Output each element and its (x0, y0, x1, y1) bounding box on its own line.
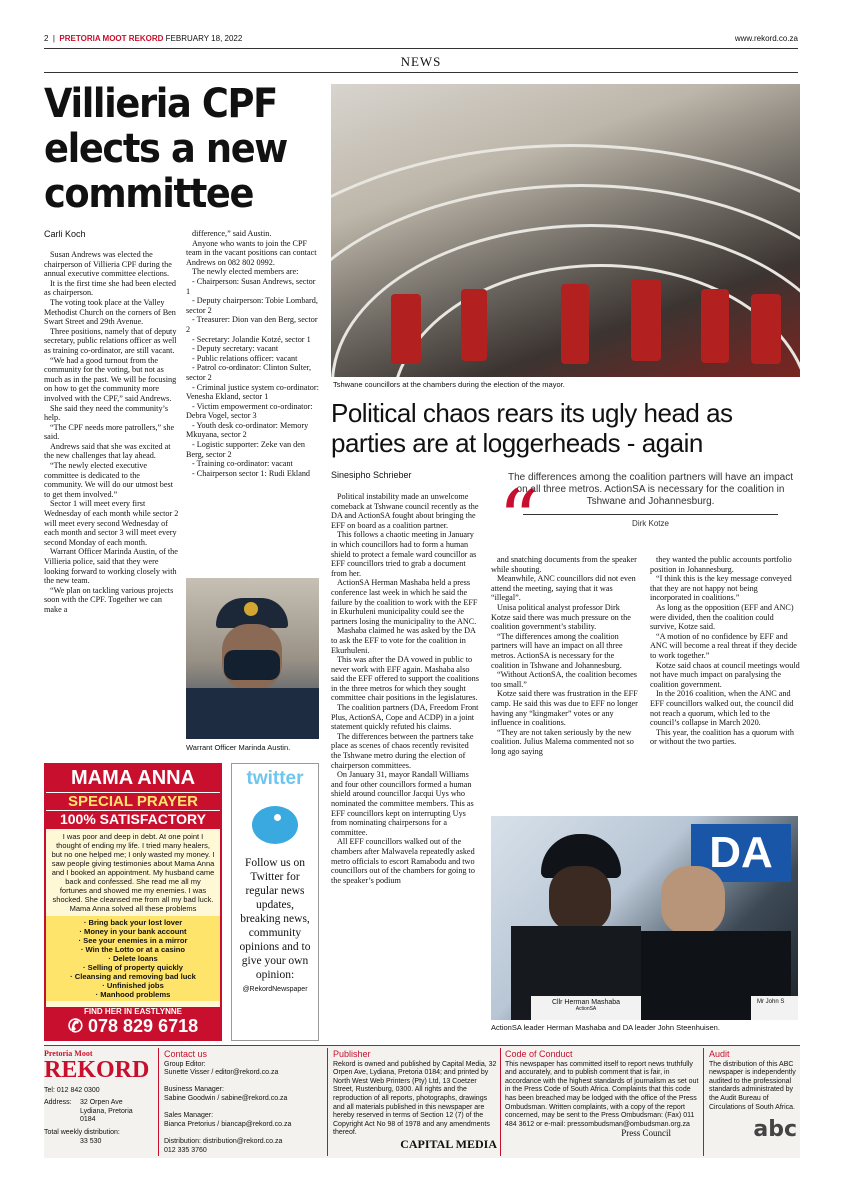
paragraph: Kotze said there was frustration in the EFF camp. He said this was due to EFF no longer having any “kingmaker” votes or any influence in coalitions. (491, 689, 638, 728)
bird-icon (244, 798, 306, 850)
ad-bullet: · Cleansing and removing bad luck (70, 972, 196, 981)
publication-name: PRETORIA MOOT REKORD (59, 34, 164, 43)
press-council-logo: Press Council (621, 1128, 671, 1139)
paragraph: This was after the DA vowed in public to never work with EFF again. Mashaba also said the EFF offered to support the coalitions in the three metros for which they sought committee chair positions in the legislatures. (331, 655, 479, 703)
paragraph: The coalition partners (DA, Freedom Front Plus, ActionSA, Cope and ACDP) in a joint statement quickly refuted his claims. (331, 703, 479, 732)
paragraph: “They are not taken seriously by the new coalition. Julius Malema commented not so long ago saying (491, 727, 634, 756)
ad-bullet: · Unfinished jobs (102, 981, 164, 990)
section-label: NEWS (400, 54, 442, 69)
paragraph: All EFF councillors walked out of the chambers after Malwavela repeatedly asked metro officials to escort Ramabodu and two councillors out of the chambers for going to the speaker’s podium (331, 837, 475, 885)
ad-location: FIND HER IN EASTLYNNE (84, 1007, 182, 1016)
page-header: 2 | PRETORIA MOOT REKORD FEBRUARY 18, 2022 www.rekord.co.za (44, 34, 798, 48)
story1-byline: Carli Koch (44, 229, 86, 239)
press-conference-photo (491, 816, 798, 1020)
paragraph: Warrant Officer Marinda Austin, of the Villieria police, said that they were looking forward to working closely with the new team. (44, 547, 178, 586)
publisher-text: Rekord is owned and published by Capital Media, 32 Orpen Ave, Lydiana, Pretoria 0184; and printed by North West Web Printers (Pty) Ltd, 13 Coetzer Street, Rustenburg, 0300. All rights and the reproduction of all reports, photographs, drawings and all materials published in this newspaper are hereby reserved in terms of Section 12 (7) of the Copyright Act No 98 of 1978 and any amendments thereof. (333, 1060, 497, 1137)
section-rule (44, 72, 798, 73)
story2-col3 (650, 555, 800, 747)
figure-shape (631, 279, 661, 361)
placard-party: ActionSA (575, 1006, 597, 1012)
da-logo: DA (691, 824, 791, 882)
paragraph: As long as the opposition (EFF and ANC) were divided, then the coalition could survive, Kotze said. (650, 602, 794, 632)
issue-date: FEBRUARY 18, 2022 (165, 34, 243, 43)
page-number: 2 (44, 34, 49, 43)
story1-headline: Villieria CPF elects a new committee (44, 81, 287, 217)
header-rule (44, 48, 798, 49)
austin-caption: Warrant Officer Marinda Austin. (186, 743, 291, 752)
chamber-caption: Tshwane councillors at the chambers during the election of the mayor. (333, 380, 565, 389)
footer-divider (703, 1048, 704, 1156)
paragraph: This follows a chaotic meeting in January in which councillors had to form a human shield to protect a female ward councillor as EFF councillors tried to grab a document from her. (331, 530, 477, 578)
paragraph: The newly elected members are: (192, 267, 299, 277)
paragraph: - Youth desk co-ordinator: Memory Mkuyana, sector 2 (186, 420, 309, 440)
paragraph: ActionSA Herman Mashaba held a press conference last week in which he said the failure by the coalition to work with the EFF in Ekurhuleni municipality could see the partners losing the municipality to the ANC. (331, 578, 478, 626)
paragraph: difference,” said Austin. (192, 229, 272, 238)
paragraph: - Chairperson sector 1: Rudi Ekland (192, 468, 311, 478)
paragraph: and snatching documents from the speaker while shouting. (491, 555, 637, 574)
ad-bullet: · Win the Lotto or at a casino (80, 945, 186, 954)
paragraph: Political instability made an unwelcome comeback at Tshwane council recently as the DA and ActionSA fought about bringing the EFF on board as a coalition partner. (331, 492, 479, 530)
face-shape (661, 866, 725, 936)
paragraph: The voting took place at the Valley Methodist Church on the corners of Ben Swart Street and 29th Avenue. (44, 297, 176, 327)
ad-bullet: · Bring back your lost lover (83, 918, 183, 927)
story2-col2 (491, 555, 641, 756)
paragraph: - Public relations officer: vacant (192, 353, 298, 363)
mask-shape (224, 650, 280, 680)
conduct-title: Code of Conduct (505, 1049, 573, 1059)
footer-divider (500, 1048, 501, 1156)
paragraph: - Patrol co-ordinator: Clinton Sulter, sector 2 (186, 363, 312, 382)
badge-icon (244, 602, 258, 616)
contact-line: Group Editor: (164, 1060, 206, 1068)
contact-line: Distribution: distribution@rekord.co.za (164, 1137, 283, 1145)
twitter-ad (231, 763, 319, 1041)
quote-mark-icon: “ (498, 473, 539, 566)
pull-quote (503, 472, 798, 530)
council-chamber-photo (331, 84, 800, 377)
footer-publisher (333, 1050, 497, 1149)
paragraph: - Training co-ordinator: vacant (192, 459, 293, 469)
contact-line (164, 1104, 324, 1113)
dist-count: 33 530 (80, 1137, 102, 1145)
contact-line (164, 1129, 324, 1138)
story2-col1 (331, 492, 479, 885)
mama-anna-ad (44, 763, 222, 1041)
abc-logo: abc (753, 1117, 797, 1143)
paragraph: - Victim empowerment co-ordinator: Debra Vogel, sector 3 (186, 401, 313, 421)
audit-text: The distribution of this ABC newspaper is independently audited to the professional standards administrated by the Audit Bureau of Circulations of South Africa. (709, 1060, 796, 1111)
footer-brand (44, 1050, 154, 1146)
pull-quote-text: The differences among the coalition partners will have an impact on all three metros. ActionSA is necessary for the coalition in Tshwane and Johannesburg. (508, 472, 793, 507)
contact-line: 012 335 3760 (164, 1146, 207, 1154)
contact-lines (164, 1061, 324, 1156)
paragraph: The differences between the partners take place as scenes of chaos recently revisited the Tshwane metro during the election of chairperson committees. (331, 731, 474, 770)
paragraph: “I think this is the key message conveyed that they are not happy not being incorporated in coalitions.” (650, 574, 792, 603)
address-label: Address: (44, 1099, 72, 1107)
paragraph: - Criminal justice system co-ordinator: Venesha Ekland, sector 1 (186, 382, 319, 402)
story1-col1 (44, 250, 179, 615)
footer-divider (327, 1048, 328, 1156)
paragraph: This year, the coalition has a quorum with or without the two parties. (650, 727, 794, 747)
dist-label: Total weekly distribution: (44, 1128, 120, 1136)
ad-phone[interactable] (46, 1016, 220, 1039)
ad-phone-number: 078 829 6718 (88, 1016, 199, 1036)
paragraph: Andrews said that she was excited at the new challenges that lay ahead. (44, 441, 171, 461)
capital-media-logo: CAPITAL MEDIA (400, 1136, 497, 1151)
paragraph: - Deputy chairperson: Tobie Lombard, sector 2 (186, 296, 318, 315)
paragraph: “We plan on tackling various projects soon with the CPF. Together we can make a (44, 585, 174, 614)
paragraph: Sector 1 will meet every first Wednesday of each month while sector 2 will meet every second Wednesday of each month and sector 3 will meet every second Monday of each month. (44, 499, 179, 547)
paragraph: “The differences among the coalition partners will have an impact on all three metros. ActionSA is necessary for the coalition in Tshwane and Johannesburg. (491, 631, 623, 670)
paragraph: Meanwhile, ANC councillors did not even attend the meeting, saying that it was “illegal”. (491, 574, 636, 603)
name-placard-2: Mr John S (751, 996, 798, 1020)
story2-byline: Sinesipho Schrieber (331, 470, 412, 480)
figure-shape (751, 294, 781, 364)
ad-subtitle-1: SPECIAL PRAYER (46, 792, 220, 810)
ad-bullet: · See your enemies in a mirror (78, 936, 188, 945)
paragraph: She said they need the community’s help. (44, 403, 169, 423)
paragraph: Susan Andrews was elected the chairperson of Villieria CPF during the annual executive committee elections. (44, 250, 172, 279)
footer-conduct (505, 1050, 699, 1138)
paragraph: - Secretary: Jolandie Kotzé, sector 1 (192, 334, 311, 344)
story2-headline: Political chaos rears its ugly head as parties are at loggerheads - again (331, 398, 733, 458)
story1-col2 (186, 229, 321, 478)
brand-top: Pretoria Moot (44, 1049, 93, 1058)
contact-line: Sabine Goodwin / sabine@rekord.co.za (164, 1094, 288, 1102)
site-url[interactable]: www.rekord.co.za (734, 34, 798, 43)
footer-address: 32 Orpen Ave Lydiana, Pretoria 0184 (80, 1099, 133, 1124)
paragraph: Kotze said chaos at council meetings would not have much impact on paralysing the coalition government. (650, 660, 800, 689)
twitter-text: Follow us on Twitter for regular news updates, breaking news, community opinions and to give your own opinion: (239, 857, 311, 981)
press-caption: ActionSA leader Herman Mashaba and DA leader John Steenhuisen. (491, 1023, 720, 1032)
paragraph: Anyone who wants to join the CPF team in the vacant positions can contact Andrews on 082 802 0992. (186, 238, 317, 267)
contact-title: Contact us (164, 1049, 208, 1059)
uniform-shape (186, 688, 319, 739)
name-placard (531, 996, 641, 1020)
paragraph: - Chairperson: Susan Andrews, sector 1 (186, 276, 316, 296)
contact-line: Sunette Visser / editor@rekord.co.za (164, 1069, 279, 1077)
ad-bullets (46, 916, 220, 1001)
paragraph: “The newly elected executive committee is dedicated to the community. We will do our utmost best to get them involved.” (44, 461, 173, 499)
paragraph: Mashaba claimed he was asked by the DA to ask the EFF to vote for the coalition in Ekurhuleni. (331, 626, 476, 655)
figure-shape (561, 284, 589, 364)
contact-line (164, 1078, 324, 1087)
ad-bullet: · Delete loans (108, 954, 158, 963)
ad-subtitle-2: 100% SATISFACTORY (46, 810, 220, 829)
contact-line: Sales Manager: (164, 1112, 214, 1120)
paragraph: “We had a good turnout from the community for the voting, but not as much as in the past. We will be focusing on how to get the community more involved with the CPF,” said Andrews. (44, 355, 177, 403)
figure-shape (461, 289, 487, 361)
paragraph: “The CPF needs more patrollers,” she said. (44, 422, 175, 442)
ad-bullet: · Selling of property quickly (83, 963, 183, 972)
ad-title: MAMA ANNA (46, 765, 220, 792)
twitter-handle[interactable]: @RekordNewspaper (242, 986, 308, 993)
twitter-logo: twitter (246, 768, 304, 789)
placard-name: Cllr Herman Mashaba (551, 999, 621, 1006)
paragraph: “Without ActionSA, the coalition becomes too small.” (491, 670, 637, 689)
footer-audit (709, 1049, 797, 1143)
footer-contact (164, 1050, 324, 1155)
paragraph: - Treasurer: Dion van den Berg, sector 2 (186, 315, 318, 334)
figure-shape (701, 289, 729, 363)
contact-line: Business Manager: (164, 1086, 224, 1094)
paragraph: On January 31, mayor Randall Williams and four other councillors formed a human shield around councillor Jacqui Uys who nominated the committee members. This as EFF councillors kept on interrupting Uys from nominating chairpersons for a committee. (331, 770, 474, 837)
footer-tel: Tel: 012 842 0300 (44, 1086, 100, 1094)
ad-bullet: · Manhood problems (95, 990, 171, 999)
paragraph: It is the first time she had been elected as chairperson. (44, 278, 176, 298)
pull-quote-author: Dirk Kotze (523, 514, 778, 530)
paragraph: they wanted the public accounts portfolio position in Johannesburg. (650, 555, 792, 574)
paragraph: “A motion of no confidence by EFF and ANC will become a real threat if they decide to work together.” (650, 631, 797, 660)
footer-divider (158, 1048, 159, 1156)
whatsapp-icon: ✆ (67, 1016, 83, 1036)
paragraph: - Deputy secretary: vacant (192, 344, 279, 354)
paragraph: Unisa political analyst professor Dirk Kotze said there was much pressure on the coalition government’s stability. (491, 602, 631, 632)
ad-bullet: · Money in your bank account (79, 927, 187, 936)
paragraph: In the 2016 coalition, when the ANC and EFF councillors walked out, the council did not reach a quorum, which led to the council’s collapse in March 2020. (650, 689, 794, 728)
face-shape (549, 866, 611, 932)
figure-shape (391, 294, 421, 364)
publisher-title: Publisher (333, 1049, 371, 1059)
audit-title: Audit (709, 1049, 730, 1059)
austin-photo (186, 578, 319, 739)
paragraph: Three positions, namely that of deputy secretary, public relations officer as well as training co-ordinator, are still vacant. (44, 326, 177, 355)
footer (44, 1045, 800, 1158)
contact-line: Bianca Pretorius / biancap@rekord.co.za (164, 1120, 292, 1128)
paragraph: - Logistic supporter: Zeke van den Berg, sector 2 (186, 440, 305, 459)
conduct-text: This newspaper has committed itself to report news truthfully and accurately, and to publish comment that is fair, in accordance with the highest standards of journalism as set out in the Press Code of South Africa. Complaints that this code has been breached may be lodged with the office of the Press Ombudsman. Written complaints, with a copy of the report concerned, may be sent to the Press Ombudsman: (Fax) 011 484 3612 or e-mail: pressombudsman@ombudsman.org.za (505, 1060, 699, 1128)
brand-logo: REKORD (44, 1056, 150, 1083)
ad-body: I was poor and deep in debt. At one point I thought of ending my life. I tried many healers, but no one helped me; I only wasted my money. I saw people giving testimonies about Mama Anna and I booked an appointment. My husband came back and confessed. She read me all my fortunes and showed me my enemies. I was shocked. She cleansed me from all my bad luck. Mama Anna solved all these problems (51, 832, 215, 913)
